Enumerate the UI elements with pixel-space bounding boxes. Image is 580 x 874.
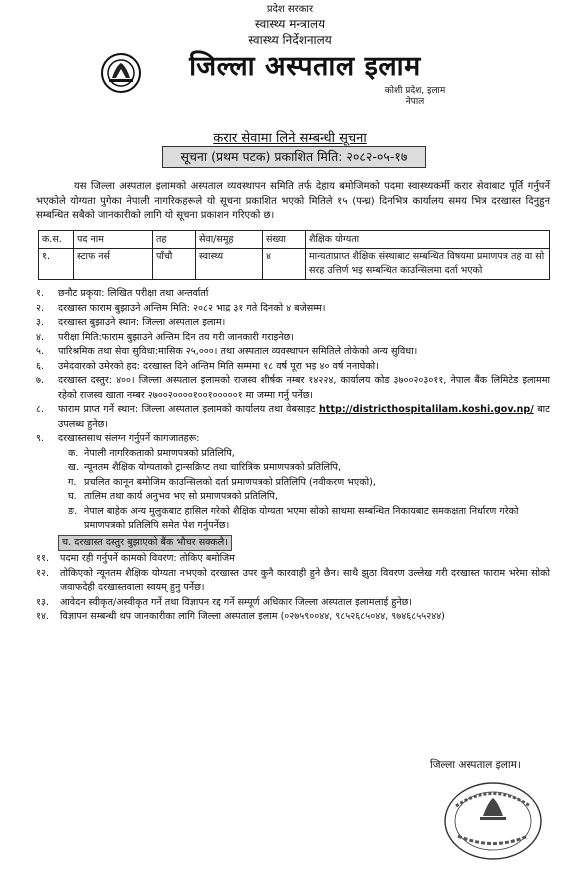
ministry-name: स्वास्थ्य मन्त्रालय xyxy=(254,17,326,31)
list-item: ६. उमेदवारको उमेरको हद: दरखास्त दिने अन्तिम मिति सम्ममा १८ वर्ष पूरा भइ ४० वर्ष ननाघेको। xyxy=(36,360,379,372)
hospital-title: जिल्ला अस्पताल इलाम xyxy=(189,51,421,82)
col-service: सेवा/समूह xyxy=(196,231,263,249)
list-item: १२. तोकिएको न्यूनतम शैक्षिक योग्यता नभएको दरखास्त उपर कुनै कारवाही हुने छैन। साथै झुठा विवरण उल्लेख गरी दरखास्त फाराम भरेमा सोको जवाफदेही दरखास्तवाला स्वयम् हुनु पर्नेछ। xyxy=(36,567,550,593)
publish-date-box: सूचना (प्रथम पटक) प्रकाशित मिति: २०८२-०५-१७ xyxy=(162,146,426,168)
notice-subtitle: करार सेवामा लिने सम्बन्धी सूचना xyxy=(213,131,367,146)
cell-count: ४ xyxy=(263,249,306,280)
official-stamp-icon xyxy=(438,776,548,866)
table-row xyxy=(39,249,550,280)
cell-level: पाँचौ xyxy=(153,249,196,280)
col-sn: क.स. xyxy=(39,231,74,249)
table-header-row xyxy=(39,231,550,249)
list-item: १. छनौट प्रकृया: लिखित परीक्षा तथा अन्तर्वार्ता xyxy=(36,288,209,299)
directorate-name: स्वास्थ्य निर्देशनालय xyxy=(248,33,332,47)
signature-line: जिल्ला अस्पताल इलाम। xyxy=(430,759,521,771)
cell-sn: १. xyxy=(39,249,74,280)
cell-post: स्टाफ नर्स xyxy=(74,249,153,280)
province-gov: प्रदेश सरकार xyxy=(266,4,314,15)
sub-item: ख. न्यूनतम शैक्षिक योग्यताको ट्रान्सक्रिप्ट तथा चारित्रिक प्रमाणपत्रको प्रतिलिपि, xyxy=(68,462,342,473)
col-count: संख्या xyxy=(263,231,306,249)
list-item: ३. दरखास्त बुझाउने स्थान: जिल्ला अस्पताल इलाम। xyxy=(36,317,226,328)
list-item: ७. दरखास्त दस्तुर: ४००। जिल्ला अस्पताल इलामको राजस्व शीर्षक नम्बर १४२२४, कार्यालय कोड ३७००२०३०११, नेपाल बैंक लिमिटेड इलाममा रहेको राजस्व खाता नम्बर २७००२००००१००१०००००१ मा जम्मा गर्नु पर्नेछ। xyxy=(36,375,550,401)
col-qualification: शैक्षिक योग्यता xyxy=(306,231,550,249)
list-item: ९. दरखास्तसाथ संलग्न गर्नुपर्ने कागजातहरू: xyxy=(36,433,200,444)
vacancy-table xyxy=(38,230,550,280)
list-item: २. दरखास्त फाराम बुझाउने अन्तिम मिति: २०८२ भाद्र ३१ गते दिनको ४ बजेसम्म। xyxy=(36,302,326,314)
list-item: १३. आवेदन स्वीकृत/अस्वीकृत गर्ने तथा विज्ञापन रद्द गर्ने सम्पूर्ण अधिकार जिल्ला अस्पताल इलामलाई हुनेछ। xyxy=(36,596,413,608)
list-item: ५. पारिश्रमिक तथा सेवा सुविधा:मासिक २५,०००। तथा अस्पताल व्यवस्थापन समितिले तोकेको अन्य सुविधा। xyxy=(36,346,418,357)
hospital-address: कोशी प्रदेश, इलाम नेपाल xyxy=(384,86,446,107)
sub-item-highlighted: च. दरखास्त दस्तुर बुझाएको बैंक भौचर सक्कलै। xyxy=(36,535,550,552)
list-item: ८. फाराम प्राप्त गर्ने स्थान: जिल्ला अस्पताल इलामको कार्यालय तथा वेबसाइट http://districthospitalilam.koshi.gov.np/ बाट उपलब्ध हुनेछ। xyxy=(36,404,550,430)
list-item: ११. पदमा रही गर्नुपर्ने कामको विवरण: तोकिए बमोजिम xyxy=(36,553,235,564)
col-level: तह xyxy=(153,231,196,249)
cell-service: स्वास्थ्य xyxy=(196,249,263,280)
notice-items xyxy=(36,287,550,625)
list-item: १४. विज्ञापन सम्बन्धी थप जानकारीका लागि जिल्ला अस्पताल इलाम (०२७५९००४४, ९८५२६८५०४४, ९७४६८५५२४४) xyxy=(36,611,445,622)
sub-item: ग. प्रचलित कानून बमोजिम काउन्सिलको दर्ता प्रमाणपत्रको प्रतिलिपि (नवीकरण भएको), xyxy=(68,476,376,488)
col-post: पद नाम xyxy=(74,231,153,249)
sub-item: ङ. नेपाल बाहेक अन्य मुलुकबाट हासिल गरेको शैक्षिक योग्यता भएमा सोको साथमा सम्बन्धित निकायबाट समकक्षता निर्धारण गरेको प्रमाणपत्रको प्रतिलिपि समेत पेश गर्नुपर्नेछ। xyxy=(68,505,519,531)
intro-paragraph: यस जिल्ला अस्पताल इलामको अस्पताल व्यवस्थापन समिति तर्फ देहाय बमोजिमको पदमा स्वास्थ्यकर्मी करार सेवाबाट पूर्ति गर्नुपर्ने भएकोले योग्यता पुगेका नेपाली नागरिकहरूले यो सूचना प्रकाशित भएको मितिले १५ (पन्ध्र) दिनभित्र कार्यालय समय भित्र दरखास्त दिनुहुन सम्बन्धित सबैको जानकारीको लागि यो सूचना प्रकाशन गरिएको छ। xyxy=(36,181,550,221)
website-link[interactable]: http://districthospitalilam.koshi.gov.np/ xyxy=(318,404,534,415)
sub-item: घ. तालिम तथा कार्य अनुभव भए सो प्रमाणपत्रको प्रतिलिपि, xyxy=(68,491,278,502)
nepal-emblem-icon xyxy=(100,52,142,94)
list-item: ४. परीक्षा मिति:फाराम बुझाउने अन्तिम दिन तय गरी जानकारी गराइनेछ। xyxy=(36,331,294,343)
sub-item: क. नेपाली नागरिकताको प्रमाणपत्रको प्रतिलिपि, xyxy=(68,447,235,459)
cell-qualification: मान्यताप्राप्त शैक्षिक संस्थाबाट सम्बन्धित विषयमा प्रमाणपत्र तह वा सो सरह उत्तिर्ण भइ सम्बन्धित काउन्सिलमा दर्ता भएको xyxy=(306,249,550,280)
